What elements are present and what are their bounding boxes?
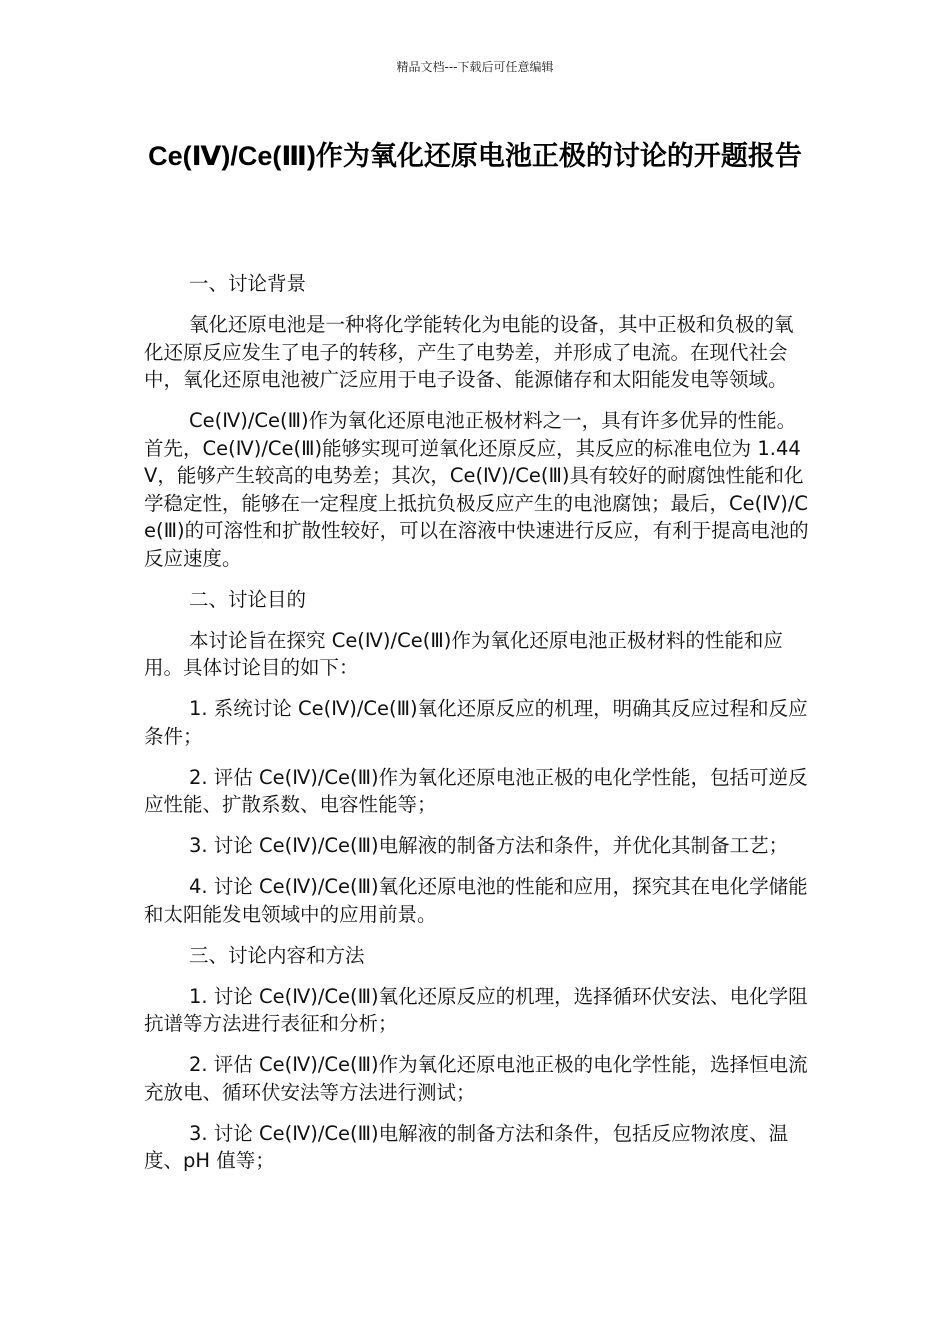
purpose-item-1: 1. 系统讨论 Ce(Ⅳ)/Ce(Ⅲ)氧化还原反应的机理，明确其反应过程和反应条件； (144, 697, 808, 748)
paragraph-purpose-intro: 本讨论旨在探究 Ce(Ⅳ)/Ce(Ⅲ)作为氧化还原电池正极材料的性能和应用。具体讨论目的如下： (144, 628, 783, 679)
paragraph-background-2: Ce(Ⅳ)/Ce(Ⅲ)作为氧化还原电池正极材料之一，具有许多优异的性能。首先，Ce(Ⅳ)/Ce(Ⅲ)能够实现可逆氧化还原反应，其反应的标准电位为 1.44 V，能够产生较高的电势差；其次，Ce(Ⅳ)/Ce(Ⅲ)具有较好的耐腐蚀性能和化学稳定性，能够在一定程度上抵抗负极反应产生的电池腐蚀；最后，Ce(Ⅳ)/Ce(Ⅲ)的可溶性和扩散性较好，可以在溶液中快速进行反应，有利于提高电池的反应速度。 (144, 409, 809, 570)
purpose-item-3: 3. 讨论 Ce(Ⅳ)/Ce(Ⅲ)电解液的制备方法和条件，并优化其制备工艺； (189, 834, 789, 857)
method-item-1: 1. 讨论 Ce(Ⅳ)/Ce(Ⅲ)氧化还原反应的机理，选择循环伏安法、电化学阻抗谱等方法进行表征和分析； (144, 984, 808, 1035)
purpose-item-4: 4. 讨论 Ce(Ⅳ)/Ce(Ⅲ)氧化还原电池的性能和应用，探究其在电化学储能和太阳能发电领域中的应用前景。 (144, 875, 808, 926)
paragraph-background-1: 氧化还原电池是一种将化学能转化为电能的设备，其中正极和负极的氧化还原反应发生了电子的转移，产生了电势差，并形成了电流。在现代社会中，氧化还原电池被广泛应用于电子设备、能源储存和太阳能发电等领域。 (144, 313, 794, 391)
method-item-3: 3. 讨论 Ce(Ⅳ)/Ce(Ⅲ)电解液的制备方法和条件，包括反应物浓度、温度、pH 值等； (144, 1121, 789, 1172)
document-title: Ce(Ⅳ)/Ce(Ⅲ)作为氧化还原电池正极的讨论的开题报告 (148, 141, 802, 171)
section-heading-purpose: 二、讨论目的 (189, 587, 307, 611)
document-body (144, 270, 810, 1188)
method-item-2: 2. 评估 Ce(Ⅳ)/Ce(Ⅲ)作为氧化还原电池正极的电化学性能，选择恒电流充放电、循环伏安法等方法进行测试； (144, 1053, 808, 1104)
purpose-item-2: 2. 评估 Ce(Ⅳ)/Ce(Ⅲ)作为氧化还原电池正极的电化学性能，包括可逆反应性能、扩散系数、电容性能等； (144, 765, 808, 816)
section-heading-background: 一、讨论背景 (189, 272, 307, 295)
header-note: 精品文档---下载后可任意编辑 (396, 60, 554, 74)
section-heading-methods: 三、讨论内容和方法 (189, 943, 365, 967)
